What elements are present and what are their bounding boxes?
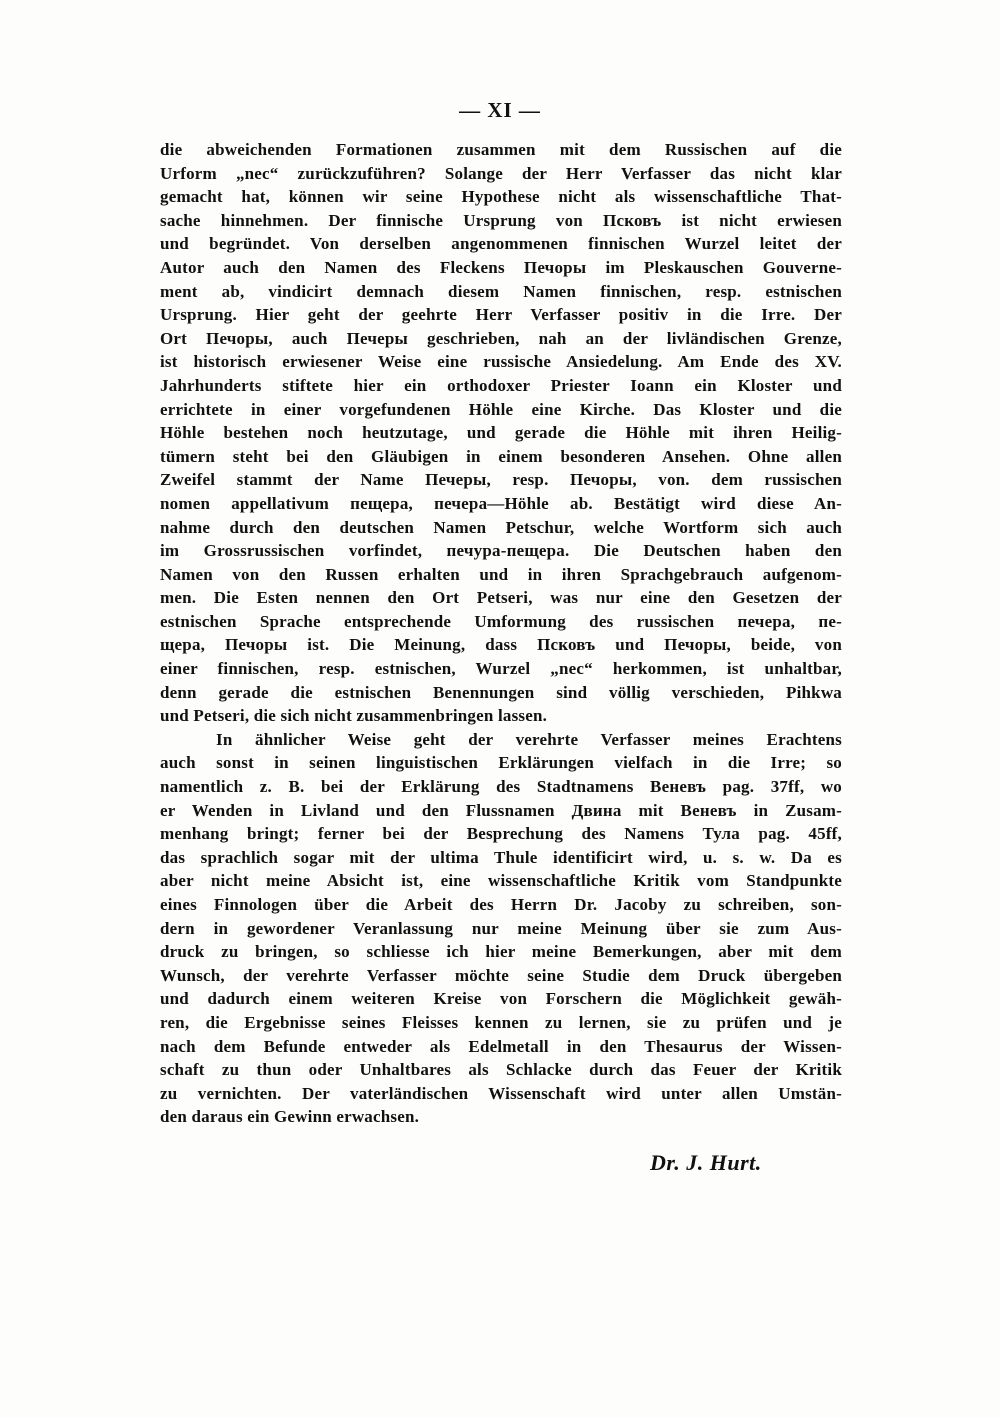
text-line: menhang bringt; ferner bei der Besprechung des Namens Тула pag. 45ff,: [160, 824, 842, 844]
text-line: denn gerade die estnischen Benennungen sind völlig verschieden, Pihkwa: [160, 682, 842, 702]
text-line: ren, die Ergebnisse seines Fleisses kennen zu lernen, sie zu prüfen und je: [160, 1012, 842, 1032]
text-line: tümern steht bei den Gläubigen in einem besonderen Ansehen. Ohne allen: [160, 446, 842, 466]
text-line: namentlich z. B. bei der Erklärung des Stadtnamens Веневъ pag. 37ff, wo: [160, 777, 842, 797]
text-line: zu vernichten. Der vaterländischen Wissenschaft wird unter allen Umstän-: [160, 1083, 842, 1103]
text-line: Urform „nec“ zurückzuführen? Solange der Herr Verfasser das nicht klar: [160, 163, 842, 183]
text-line: Ursprung. Hier geht der geehrte Herr Verfasser positiv in die Irre. Der: [160, 305, 842, 325]
text-line: Ort Печоры, auch Печеры geschrieben, nah an der livländischen Grenze,: [160, 328, 842, 348]
text-line: gemacht hat, können wir seine Hypothese nicht als wissenschaftliche That-: [160, 187, 842, 207]
text-line: щера, Печоры ist. Die Meinung, dass Псковъ und Печоры, beide, von: [160, 635, 842, 655]
text-line: nomen appellativum пещера, печера—Höhle ab. Bestätigt wird diese An-: [160, 493, 842, 513]
text-line: druck zu bringen, so schliesse ich hier meine Bemerkungen, aber mit dem: [160, 942, 842, 962]
text-line: er Wenden in Livland und den Flussnamen Двина mit Веневъ in Zusam-: [160, 800, 842, 820]
text-line: errichtete in einer vorgefundenen Höhle eine Kirche. Das Kloster und die: [160, 399, 842, 419]
text-line: ment ab, vindicirt demnach diesem Namen finnischen, resp. estnischen: [160, 281, 842, 301]
text-line: den daraus ein Gewinn erwachsen.: [160, 1107, 420, 1127]
author-signature: Dr. J. Hurt.: [650, 1150, 762, 1175]
text-line: schaft zu thun oder Unhaltbares als Schlacke durch das Feuer der Kritik: [160, 1060, 842, 1080]
text-line: men. Die Esten nennen den Ort Petseri, was nur eine den Gesetzen der: [160, 588, 842, 608]
text-line: eines Finnologen über die Arbeit des Herrn Dr. Jacoby zu schreiben, son-: [160, 895, 842, 914]
text-line: dern in gewordener Veranlassung nur meine Meinung über sie zum Aus-: [160, 918, 842, 938]
paragraph-1: [160, 138, 842, 728]
text-line: nahme durch den deutschen Namen Petschur, welche Wortform sich auch: [160, 517, 842, 537]
text-line: nach dem Befunde entweder als Edelmetall in den Thesaurus der Wissen-: [160, 1036, 842, 1056]
text-line: und dadurch einem weiteren Kreise von Forschern die Möglichkeit gewäh-: [160, 989, 842, 1009]
text-line: im Grossrussischen vorfindet, печура-пещера. Die Deutschen haben den: [160, 541, 842, 561]
text-line: das sprachlich sogar mit der ultima Thule identificirt wird, u. s. w. Da es: [160, 847, 842, 867]
text-line: Autor auch den Namen des Fleckens Печоры im Pleskauschen Gouverne-: [160, 257, 842, 277]
text-line: die abweichenden Formationen zusammen mit dem Russischen auf die: [160, 140, 842, 159]
text-line: Höhle bestehen noch heutzutage, und gerade die Höhle mit ihren Heilig-: [160, 423, 842, 443]
body-text: [160, 138, 842, 1129]
text-line: und begründet. Von derselben angenommenen finnischen Wurzel leitet der: [160, 234, 842, 254]
text-line: In ähnlicher Weise geht der verehrte Verfasser meines Erachtens: [216, 729, 842, 749]
text-line: und Petseri, die sich nicht zusammenbringen lassen.: [160, 706, 548, 726]
text-line: estnischen Sprache entsprechende Umformung des russischen печера, пе-: [160, 611, 842, 631]
text-line: einer finnischen, resp. estnischen, Wurzel „nec“ herkommen, ist unhaltbar,: [160, 659, 842, 679]
text-line: Jahrhunderts stiftete hier ein orthodoxer Priester Ioann ein Kloster und: [160, 375, 842, 395]
text-line: sache hinnehmen. Der finnische Ursprung von Псковъ ist nicht erwiesen: [160, 210, 842, 230]
text-line: Zweifel stammt der Name Печеры, resp. Печоры, von. dem russischen: [160, 470, 842, 490]
text-line: aber nicht meine Absicht ist, eine wissenschaftliche Kritik vom Standpunkte: [160, 871, 842, 891]
page-number: — XI —: [459, 98, 541, 122]
paragraph-2: [160, 728, 842, 1129]
text-line: auch sonst in seinen linguistischen Erklärungen vielfach in die Irre; so: [160, 753, 842, 773]
text-line: Wunsch, der verehrte Verfasser möchte seine Studie dem Druck übergeben: [160, 965, 842, 985]
text-line: ist historisch erwiesener Weise eine russische Ansiedelung. Am Ende des XV.: [160, 352, 842, 372]
text-line: Namen von den Russen erhalten und in ihren Sprachgebrauch aufgenom-: [160, 564, 842, 584]
